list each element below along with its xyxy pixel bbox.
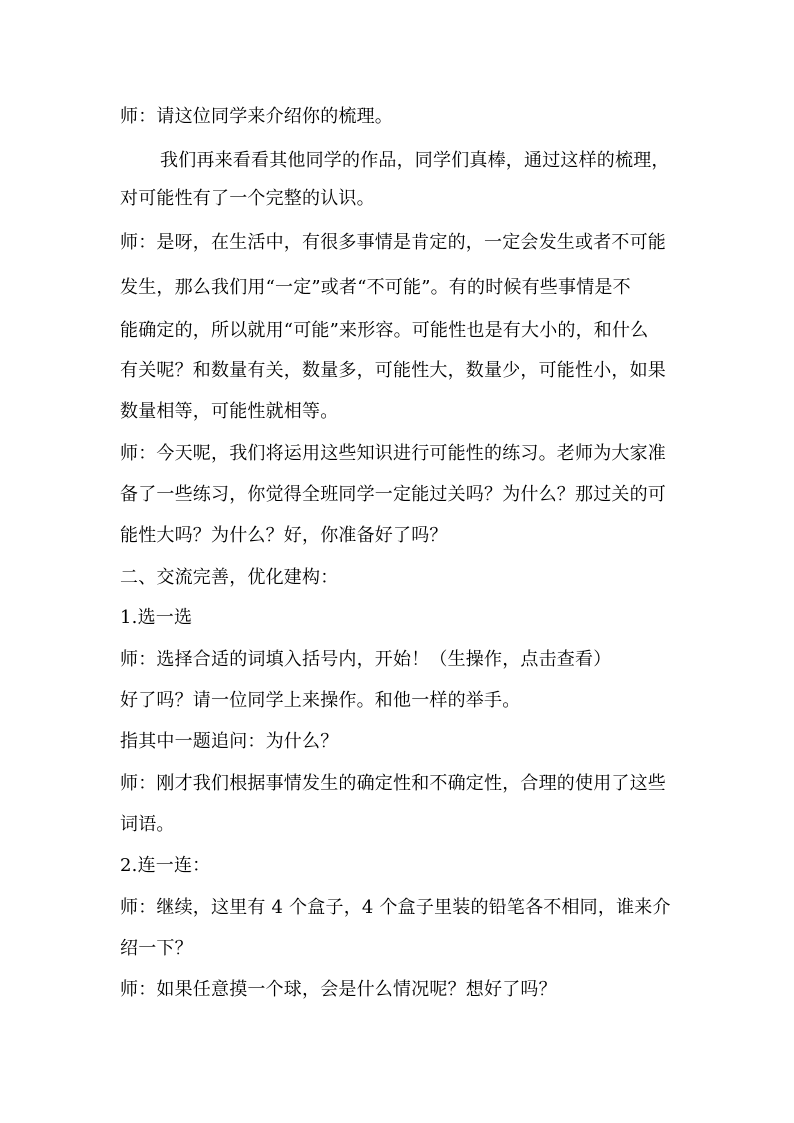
text-line: 师：今天呢，我们将运用这些知识进行可能性的练习。老师为大家准 bbox=[120, 443, 666, 464]
text-line: 师：如果任意摸一个球，会是什么情况呢？想好了吗？ bbox=[120, 979, 557, 1000]
text-line: 师：选择合适的词填入括号内，开始！（生操作，点击查看） bbox=[120, 649, 612, 670]
text-line: 指其中一题追问：为什么？ bbox=[120, 731, 339, 752]
text-line: 词语。 bbox=[120, 814, 175, 835]
section-heading: 二、交流完善，优化建构： bbox=[120, 567, 339, 588]
subsection-heading: 2.连一连： bbox=[120, 855, 211, 876]
text-line: 有关呢？和数量有关，数量多，可能性大，数量少，可能性小，如果 bbox=[120, 360, 666, 381]
text-line: 师：是呀，在生活中，有很多事情是肯定的，一定会发生或者不可能 bbox=[120, 232, 666, 253]
text-line: 师：继续，这里有 4 个盒子，4 个盒子里装的铅笔各不相同，谁来介 bbox=[120, 897, 671, 918]
text-line: 对可能性有了一个完整的认识。 bbox=[120, 188, 375, 209]
subsection-heading: 1.选一选 bbox=[120, 607, 193, 628]
text-line: 备了一些练习，你觉得全班同学一定能过关吗？为什么？那过关的可 bbox=[120, 484, 666, 505]
text-line: 我们再来看看其他同学的作品，同学们真棒，通过这样的梳理， bbox=[160, 150, 670, 171]
text-line: 师：请这位同学来介绍你的梳理。 bbox=[120, 106, 393, 127]
text-line: 能性大吗？为什么？好，你准备好了吗？ bbox=[120, 525, 448, 546]
text-line: 师：刚才我们根据事情发生的确定性和不确定性，合理的使用了这些 bbox=[120, 773, 666, 794]
text-line: 绍一下？ bbox=[120, 938, 193, 959]
text-line: 数量相等，可能性就相等。 bbox=[120, 401, 339, 422]
text-line: 发生，那么我们用“一定”或者“不可能”。有的时候有些事情是不 bbox=[120, 277, 631, 298]
text-line: 好了吗？请一位同学上来操作。和他一样的举手。 bbox=[120, 690, 521, 711]
text-line: 能确定的，所以就用“可能”来形容。可能性也是有大小的，和什么 bbox=[120, 320, 649, 341]
